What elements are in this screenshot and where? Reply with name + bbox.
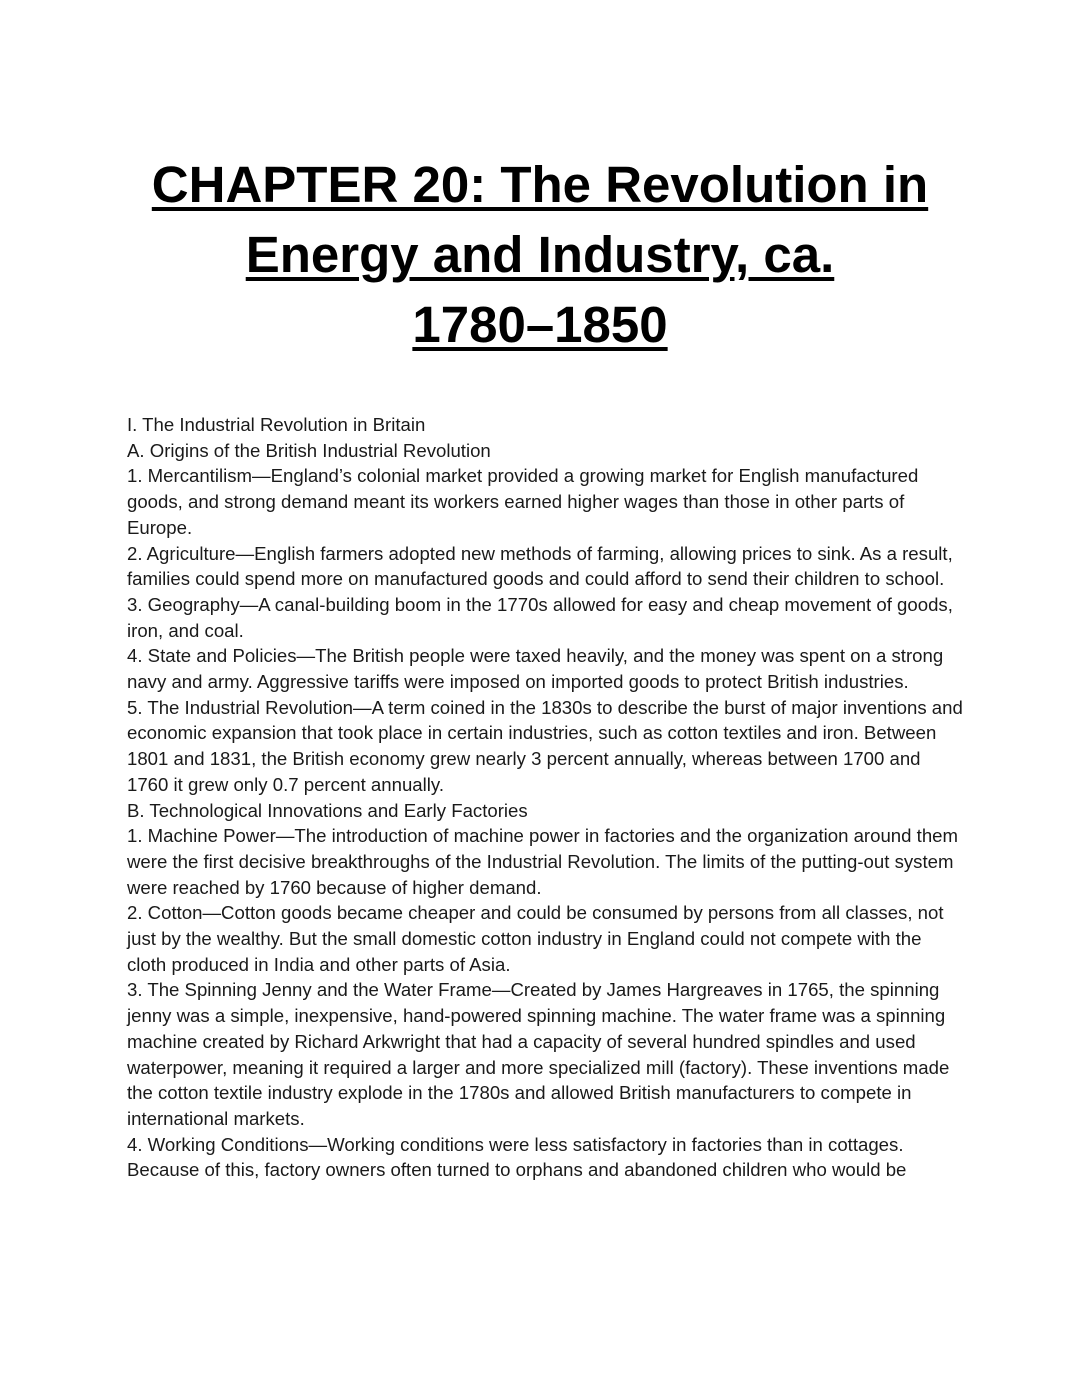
outline-item-mercantilism: 1. Mercantilism—England’s colonial market provided a growing market for English manufactured goods, and strong demand meant its workers earned higher wages than those in other parts of Europe. xyxy=(127,465,919,538)
outline-item-agriculture: 2. Agriculture—English farmers adopted new methods of farming, allowing prices to sink. As a result, families could spend more on manufactured goods and could afford to send their children to school. xyxy=(127,542,953,590)
outline-heading-part-1: I. The Industrial Revolution in Britain xyxy=(127,414,426,435)
outline-item-state-policies: 4. State and Policies—The British people were taxed heavily, and the money was spent on a strong navy and army. Aggressive tariffs were imposed on imported goods to protect British industries. xyxy=(127,645,944,693)
chapter-title-line-3: 1780–1850 xyxy=(412,296,668,353)
chapter-title-line-1: CHAPTER 20: The Revolution in xyxy=(151,156,929,213)
chapter-title-line-2: Energy and Industry, ca. xyxy=(245,226,835,283)
outline-item-machine-power: 1. Machine Power—The introduction of machine power in factories and the organization around them were the first decisive breakthroughs of the Industrial Revolution. The limits of the putting-out system were reached by 1760 because of higher demand. xyxy=(127,825,958,898)
chapter-title xyxy=(0,150,1080,360)
outline-heading-section-b: B. Technological Innovations and Early Factories xyxy=(127,799,528,821)
outline-item-working-conditions: 4. Working Conditions—Working conditions were less satisfactory in factories than in cottages. Because of this, factory owners often turned to orphans and abandoned children who would be xyxy=(127,1133,907,1181)
outline-item-geography: 3. Geography—A canal-building boom in the 1770s allowed for easy and cheap movement of goods, iron, and coal. xyxy=(127,593,953,641)
outline-body xyxy=(127,412,963,1183)
outline-item-spinning-jenny: 3. The Spinning Jenny and the Water Frame—Created by James Hargreaves in 1765, the spinning jenny was a simple, inexpensive, hand-powered spinning machine. The water frame was a spinning machine created by Richard Arkwright that had a capacity of several hundred spindles and used waterpower, meaning it required a larger and more specialized mill (factory). These inventions made the cotton textile industry explode in the 1780s and allowed British manufacturers to compete in international markets. xyxy=(127,979,950,1129)
outline-heading-section-a: A. Origins of the British Industrial Revolution xyxy=(127,439,491,461)
outline-item-industrial-revolution: 5. The Industrial Revolution—A term coined in the 1830s to describe the burst of major inventions and economic expansion that took place in certain industries, such as cotton textiles and iron. Between 1801 and 1831, the British economy grew nearly 3 percent annually, whereas between 1700 and 1760 it grew only 0.7 percent annually. xyxy=(127,696,963,795)
outline-item-cotton: 2. Cotton—Cotton goods became cheaper and could be consumed by persons from all classes, not just by the wealthy. But the small domestic cotton industry in England could not compete with the cloth produced in India and other parts of Asia. xyxy=(127,902,944,975)
